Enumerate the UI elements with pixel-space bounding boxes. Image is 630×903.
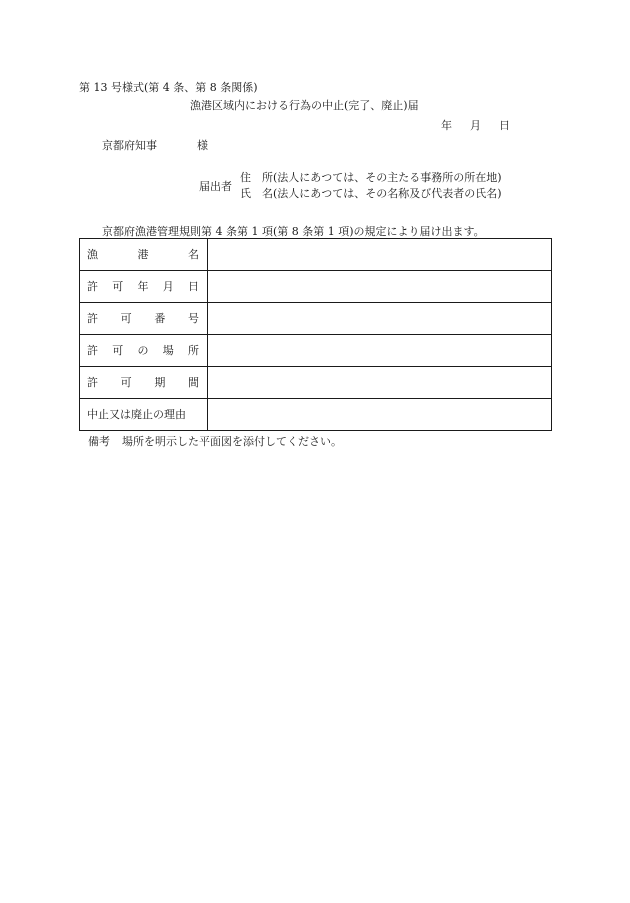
row-label: 許 可 期 間 <box>87 376 199 389</box>
row-value-field[interactable] <box>208 399 552 431</box>
addressee <box>102 140 208 151</box>
info-table <box>79 238 552 431</box>
row-label-cell <box>80 367 208 399</box>
row-label-cell <box>80 335 208 367</box>
notifier-address-line <box>240 172 502 183</box>
name-description: 名(法人にあつては、その名称及び代表者の氏名) <box>262 187 502 200</box>
remarks-text: 場所を明示した平面図を添付してください。 <box>122 435 342 448</box>
table-row <box>80 367 552 399</box>
addressee-name: 京都府知事 <box>102 139 157 152</box>
row-label: 許 可 番 号 <box>87 312 199 325</box>
name-key: 氏 <box>240 187 251 200</box>
row-label-cell <box>80 239 208 271</box>
table-row <box>80 399 552 431</box>
row-label: 中止又は廃止の理由 <box>87 408 186 421</box>
table-row <box>80 239 552 271</box>
date-year-label: 年 <box>441 119 452 132</box>
row-label-cell <box>80 399 208 431</box>
addressee-honorific: 様 <box>197 139 208 152</box>
date-day-label: 日 <box>499 119 510 132</box>
remarks <box>88 436 342 447</box>
form-number: 第 13 号様式(第 4 条、第 8 条関係) <box>79 81 258 94</box>
table-row <box>80 271 552 303</box>
row-value-field[interactable] <box>208 271 552 303</box>
row-label: 許 可 の 場 所 <box>87 344 199 357</box>
document-title: 漁港区域内における行為の中止(完了、廃止)届 <box>190 99 419 112</box>
table-row <box>80 335 552 367</box>
date-month-label: 月 <box>470 119 481 132</box>
row-label: 許 可 年 月 日 <box>87 280 199 293</box>
table-row <box>80 303 552 335</box>
date-line <box>441 120 510 131</box>
address-key: 住 <box>240 171 251 184</box>
notifier-name-line <box>240 188 502 199</box>
row-label-cell <box>80 271 208 303</box>
row-value-field[interactable] <box>208 303 552 335</box>
address-description: 所(法人にあつては、その主たる事務所の所在地) <box>262 171 502 184</box>
row-label: 漁 港 名 <box>87 248 199 261</box>
info-table-body <box>80 239 552 431</box>
row-label-cell <box>80 303 208 335</box>
remarks-key: 備考 <box>88 435 110 448</box>
row-value-field[interactable] <box>208 367 552 399</box>
notifier-label: 届出者 <box>199 180 232 193</box>
statement: 京都府漁港管理規則第 4 条第 1 項(第 8 条第 1 項)の規定により届け出ます。 <box>102 225 485 238</box>
row-value-field[interactable] <box>208 335 552 367</box>
row-value-field[interactable] <box>208 239 552 271</box>
